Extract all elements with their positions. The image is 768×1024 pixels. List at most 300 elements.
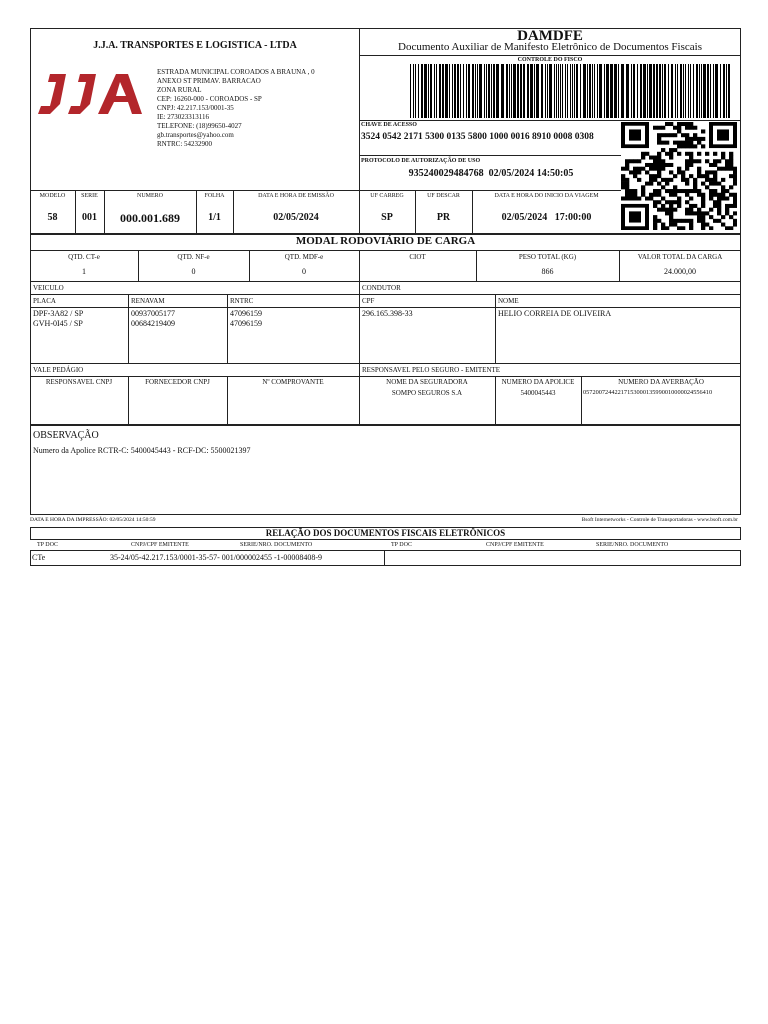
barcode-bar (486, 64, 487, 118)
qr-module (705, 170, 709, 174)
qr-module (713, 182, 717, 186)
chave-label: CHAVE DE ACESSO (361, 122, 417, 128)
barcode-bar (421, 64, 423, 118)
barcode-bar (454, 64, 456, 118)
qr-module (697, 174, 701, 178)
qr-module (689, 152, 693, 156)
qr-module (685, 178, 689, 182)
barcode-bar (477, 64, 478, 118)
barcode-bar (442, 64, 444, 118)
qr-module (725, 163, 729, 167)
qr-module (661, 141, 665, 145)
barcode-bar (418, 64, 419, 118)
qr-module (717, 167, 721, 171)
qr-module (665, 208, 669, 212)
qr-module (661, 204, 665, 208)
qr-module (669, 215, 673, 219)
divider (384, 550, 385, 566)
qr-module (653, 126, 657, 130)
qr-module (657, 170, 661, 174)
qr-module (685, 137, 689, 141)
qr-module (713, 152, 717, 156)
qr-module (633, 167, 637, 171)
qr-module (621, 167, 625, 171)
qr-module (689, 174, 693, 178)
qr-module (641, 167, 645, 171)
barcode-bar (484, 64, 485, 118)
barcode-bar (685, 64, 686, 118)
qr-module (661, 185, 665, 189)
barcode-bar (434, 64, 435, 118)
placa-label: PLACA (33, 297, 56, 305)
qr-module (705, 178, 709, 182)
qr-module (697, 170, 701, 174)
qr-module (641, 152, 645, 156)
qr-module (673, 208, 677, 212)
qr-module (705, 174, 709, 178)
address-line: ESTRADA MUNICIPAL COROADOS A BRAUNA , 0 (157, 68, 315, 76)
qr-module (685, 193, 689, 197)
qr-module (689, 208, 693, 212)
barcode-bar (626, 64, 629, 118)
qr-module (689, 122, 693, 126)
qr-module (685, 144, 689, 148)
qr-module (649, 163, 653, 167)
uf-descar-label: UF DESCAR (427, 193, 460, 199)
qr-module (661, 126, 665, 130)
barcode-bar (653, 64, 655, 118)
divider (359, 363, 360, 377)
qr-module (665, 163, 669, 167)
qr-module (701, 174, 705, 178)
qr-module (713, 163, 717, 167)
qr-module (677, 226, 681, 230)
qr-module (733, 223, 737, 227)
uf-descar-value: PR (436, 212, 451, 223)
qr-module (717, 193, 721, 197)
modelo-label: MODELO (39, 193, 66, 199)
qr-module (673, 141, 677, 145)
qr-module (677, 170, 681, 174)
qr-module (669, 133, 673, 137)
barcode-bar (618, 64, 619, 118)
qr-module (713, 193, 717, 197)
qr-module (721, 167, 725, 171)
qr-module (729, 159, 733, 163)
qr-module (701, 144, 705, 148)
qr-module (657, 182, 661, 186)
barcode-bar (562, 64, 563, 118)
qr-module (685, 208, 689, 212)
peso-label: PESO TOTAL (KG) (518, 253, 577, 261)
qr-module (709, 193, 713, 197)
qr-module (733, 170, 737, 174)
barcode-bar (728, 64, 730, 118)
inicio-value: 02/05/2024 17:00:00 (501, 212, 592, 223)
qr-module (709, 215, 713, 219)
address-line: ANEXO ST PRIMAV. BARRACAO (157, 77, 261, 85)
modal-title: MODAL RODOVIÁRIO DE CARGA (295, 235, 476, 247)
qr-module (721, 156, 725, 160)
qr-module (685, 141, 689, 145)
qr-module (713, 178, 717, 182)
qr-module (685, 122, 689, 126)
damdfe-subtitle: Documento Auxiliar de Manifesto Eletrônico de Documentos Fiscais (398, 41, 702, 53)
qr-module (729, 226, 733, 230)
qr-module (677, 122, 681, 126)
qr-module (669, 152, 673, 156)
qr-module (697, 167, 701, 171)
controle-label: CONTROLE DO FISCO (517, 57, 583, 63)
barcode-bar (707, 64, 709, 118)
qr-module (673, 174, 677, 178)
qr-module (685, 159, 689, 163)
qr-module (721, 193, 725, 197)
tp-doc-header: TP DOC (37, 542, 58, 548)
qr-module (721, 189, 725, 193)
qr-module (673, 200, 677, 204)
averbacao-label: NUMERO DA AVERBAÇÃO (618, 378, 704, 386)
renavam-values: 00937005177 00684219409 (131, 309, 175, 328)
qr-module (701, 182, 705, 186)
qr-module (649, 178, 653, 182)
serie-label: SERIE (81, 193, 98, 199)
qr-module (701, 200, 705, 204)
qr-module (701, 193, 705, 197)
qr-module (725, 226, 729, 230)
qr-module (657, 208, 661, 212)
barcode-bar (664, 64, 666, 118)
barcode-bar (445, 64, 448, 118)
cpf-value: 296.165.398-33 (362, 309, 413, 318)
qtd-nfe-label: QTD. NF-e (177, 253, 210, 261)
barcode-bar (468, 64, 470, 118)
qr-module (669, 148, 673, 152)
barcode-bar (592, 64, 593, 118)
barcode-bar (606, 64, 609, 118)
qr-module (669, 193, 673, 197)
barcode-bar (472, 64, 474, 118)
qr-module (733, 200, 737, 204)
nome-label: NOME (498, 297, 519, 305)
barcode-bar (554, 64, 555, 118)
barcode-bar (488, 64, 490, 118)
qr-module (677, 219, 681, 223)
qr-module (657, 174, 661, 178)
qr-module (641, 185, 645, 189)
inicio-label: DATA E HORA DO INICIO DA VIAGEM (494, 193, 599, 199)
barcode-bar (570, 64, 571, 118)
folha-value: 1/1 (208, 212, 221, 223)
divider (359, 120, 741, 121)
qr-module (701, 215, 705, 219)
renavam-label: RENAVAM (131, 297, 165, 305)
qr-module (729, 163, 733, 167)
barcode-bar (430, 64, 432, 118)
qr-module (669, 189, 673, 193)
barcode-bar (509, 64, 510, 118)
qr-module (649, 193, 653, 197)
address-line: gb.transportes@yahoo.com (157, 131, 234, 139)
protocolo-label: PROTOCOLO DE AUTORIZAÇÃO DE USO (361, 158, 481, 164)
barcode-bar (523, 64, 525, 118)
barcode-bar (506, 64, 508, 118)
qr-module (625, 167, 629, 171)
qr-module (697, 219, 701, 223)
qr-module (637, 196, 641, 200)
qr-module (733, 174, 737, 178)
barcode-bar (710, 64, 711, 118)
barcode-bar (424, 64, 427, 118)
barcode-bar (572, 64, 573, 118)
qr-module (677, 196, 681, 200)
qr-module (621, 185, 625, 189)
seguradora-label: NOME DA SEGURADORA (386, 378, 468, 386)
qr-module (633, 189, 637, 193)
qr-module (729, 152, 733, 156)
qr-module (697, 137, 701, 141)
qr-module (681, 189, 685, 193)
qr-module (733, 167, 737, 171)
qr-module (681, 174, 685, 178)
barcode-bar (599, 64, 602, 118)
qr-module (689, 156, 693, 160)
qr-module (677, 141, 681, 145)
qtd-cte-value: 1 (82, 267, 86, 276)
qr-module (629, 170, 633, 174)
qr-finder (629, 129, 641, 140)
barcode-bar (587, 64, 588, 118)
qr-module (681, 226, 685, 230)
address-line: TELEFONE: (18)99650-4027 (157, 122, 242, 130)
barcode-bar (541, 64, 543, 118)
qtd-mdfe-value: 0 (302, 267, 306, 276)
barcode-bar (520, 64, 522, 118)
barcode-bar (675, 64, 676, 118)
qr-module (705, 185, 709, 189)
qr-module (713, 174, 717, 178)
barcode-bar (545, 64, 546, 118)
qr-module (725, 159, 729, 163)
doc-row-desc: 35-24/05-42.217.153/0001-35-57- 001/000002455 -1-00008408-9 (110, 553, 322, 562)
barcode-bar (428, 64, 429, 118)
qr-module (733, 196, 737, 200)
qr-module (669, 211, 673, 215)
barcode-bar (683, 64, 684, 118)
qr-module (661, 159, 665, 163)
qr-module (669, 122, 673, 126)
barcode-bar (511, 64, 512, 118)
qr-module (645, 182, 649, 186)
qr-module (693, 204, 697, 208)
qr-module (657, 156, 661, 160)
barcode-bar (589, 64, 591, 118)
qr-module (649, 156, 653, 160)
qr-module (709, 170, 713, 174)
divider (359, 55, 741, 56)
qr-module (709, 189, 713, 193)
barcode-bar (597, 64, 598, 118)
qr-module (625, 159, 629, 163)
barcode-bar (583, 64, 586, 118)
qr-module (689, 159, 693, 163)
qr-module (633, 159, 637, 163)
qr-module (649, 182, 653, 186)
cnpj-header: CNPJ/CPF EMITENTE (131, 542, 189, 548)
qr-module (733, 193, 737, 197)
peso-value: 866 (541, 267, 554, 276)
barcode-bar (452, 64, 453, 118)
averbacao-value: 05720072442217153000135990010000024556410 (583, 389, 713, 396)
qr-module (677, 144, 681, 148)
qr-module (653, 174, 657, 178)
qr-module (713, 219, 717, 223)
qr-module (681, 144, 685, 148)
qr-module (681, 170, 685, 174)
qr-module (685, 163, 689, 167)
qr-module (697, 193, 701, 197)
qr-module (689, 204, 693, 208)
qr-module (625, 178, 629, 182)
qr-module (661, 226, 665, 230)
barcode-bar (720, 64, 721, 118)
qr-module (693, 185, 697, 189)
qr-module (669, 163, 673, 167)
qr-module (725, 204, 729, 208)
barcode-bar (693, 64, 694, 118)
qr-module (713, 170, 717, 174)
barcode-bar (517, 64, 519, 118)
qr-module (729, 185, 733, 189)
numero-label: NUMERO (136, 193, 163, 199)
cpf-label: CPF (362, 297, 375, 305)
barcode-bar (449, 64, 450, 118)
qr-module (701, 211, 705, 215)
barcode-bar (415, 64, 416, 118)
qr-module (669, 223, 673, 227)
qr-module (689, 144, 693, 148)
divider (30, 190, 621, 191)
qr-module (657, 133, 661, 137)
qr-module (653, 215, 657, 219)
serie-value: 001 (82, 212, 97, 223)
barcode-bar (513, 64, 516, 118)
uf-carreg-value: SP (381, 212, 393, 223)
qr-module (665, 200, 669, 204)
folha-label: FOLHA (204, 193, 225, 199)
qr-module (677, 152, 681, 156)
qr-module (657, 200, 661, 204)
qr-module (645, 196, 649, 200)
qr-module (689, 141, 693, 145)
qr-module (637, 159, 641, 163)
qr-module (701, 196, 705, 200)
qr-module (637, 167, 641, 171)
qr-module (665, 211, 669, 215)
qr-module (685, 182, 689, 186)
qr-module (717, 159, 721, 163)
protocolo-value: 935240029484768 02/05/2024 14:50:05 (408, 168, 574, 179)
qr-module (697, 215, 701, 219)
qr-module (717, 200, 721, 204)
qr-module (633, 170, 637, 174)
serie-header: SERIE/NRO. DOCUMENTO (596, 542, 669, 548)
qr-module (625, 185, 629, 189)
address-line: CNPJ: 42.217.153/0001-35 (157, 104, 234, 112)
qr-module (713, 159, 717, 163)
qr-module (689, 223, 693, 227)
serie-header: SERIE/NRO. DOCUMENTO (240, 542, 313, 548)
qr-module (677, 129, 681, 133)
qr-module (681, 122, 685, 126)
qr-module (689, 219, 693, 223)
qr-module (669, 178, 673, 182)
divider (30, 294, 741, 295)
barcode-bar (647, 64, 648, 118)
barcode-bar (460, 64, 461, 118)
qr-module (697, 208, 701, 212)
qr-module (633, 193, 637, 197)
placa-values: DPF-3A82 / SP GVH-0I45 / SP (33, 309, 84, 328)
qr-module (657, 137, 661, 141)
barcode-bar (463, 64, 464, 118)
barcode-bar (410, 64, 411, 118)
qtd-cte-label: QTD. CT-e (68, 253, 100, 261)
barcode-bar (536, 64, 539, 118)
qr-module (677, 167, 681, 171)
qr-module (701, 129, 705, 133)
barcode-bar (680, 64, 682, 118)
qr-module (649, 167, 653, 171)
qr-module (685, 152, 689, 156)
divider (359, 155, 621, 156)
apolice-value: 5400045443 (520, 389, 556, 397)
divider (227, 294, 228, 364)
qr-module (697, 211, 701, 215)
qr-module (665, 152, 669, 156)
qr-module (681, 141, 685, 145)
qr-module (701, 204, 705, 208)
qr-module (629, 189, 633, 193)
veiculo-label: VEICULO (33, 284, 64, 292)
observacao-box (30, 425, 741, 515)
barcode-bar (699, 64, 700, 118)
cnpj-header: CNPJ/CPF EMITENTE (486, 542, 544, 548)
emissao-value: 02/05/2024 (273, 212, 319, 223)
qr-module (629, 193, 633, 197)
qr-module (657, 193, 661, 197)
qr-module (657, 163, 661, 167)
qr-module (685, 200, 689, 204)
qr-module (709, 178, 713, 182)
divider (30, 376, 741, 377)
qr-module (657, 159, 661, 163)
qr-module (689, 137, 693, 141)
qr-module (669, 200, 673, 204)
barcode-bar (662, 64, 663, 118)
qr-module (725, 211, 729, 215)
qr-module (685, 133, 689, 137)
qr-module (653, 223, 657, 227)
company-name: J.J.A. TRANSPORTES E LOGISTICA - LTDA (93, 40, 297, 51)
qr-module (669, 208, 673, 212)
qr-module (645, 170, 649, 174)
uf-carreg-label: UF CARREG (370, 193, 404, 199)
barcode-bar (501, 64, 504, 118)
qr-module (709, 182, 713, 186)
qr-finder (717, 129, 729, 140)
qr-module (661, 223, 665, 227)
